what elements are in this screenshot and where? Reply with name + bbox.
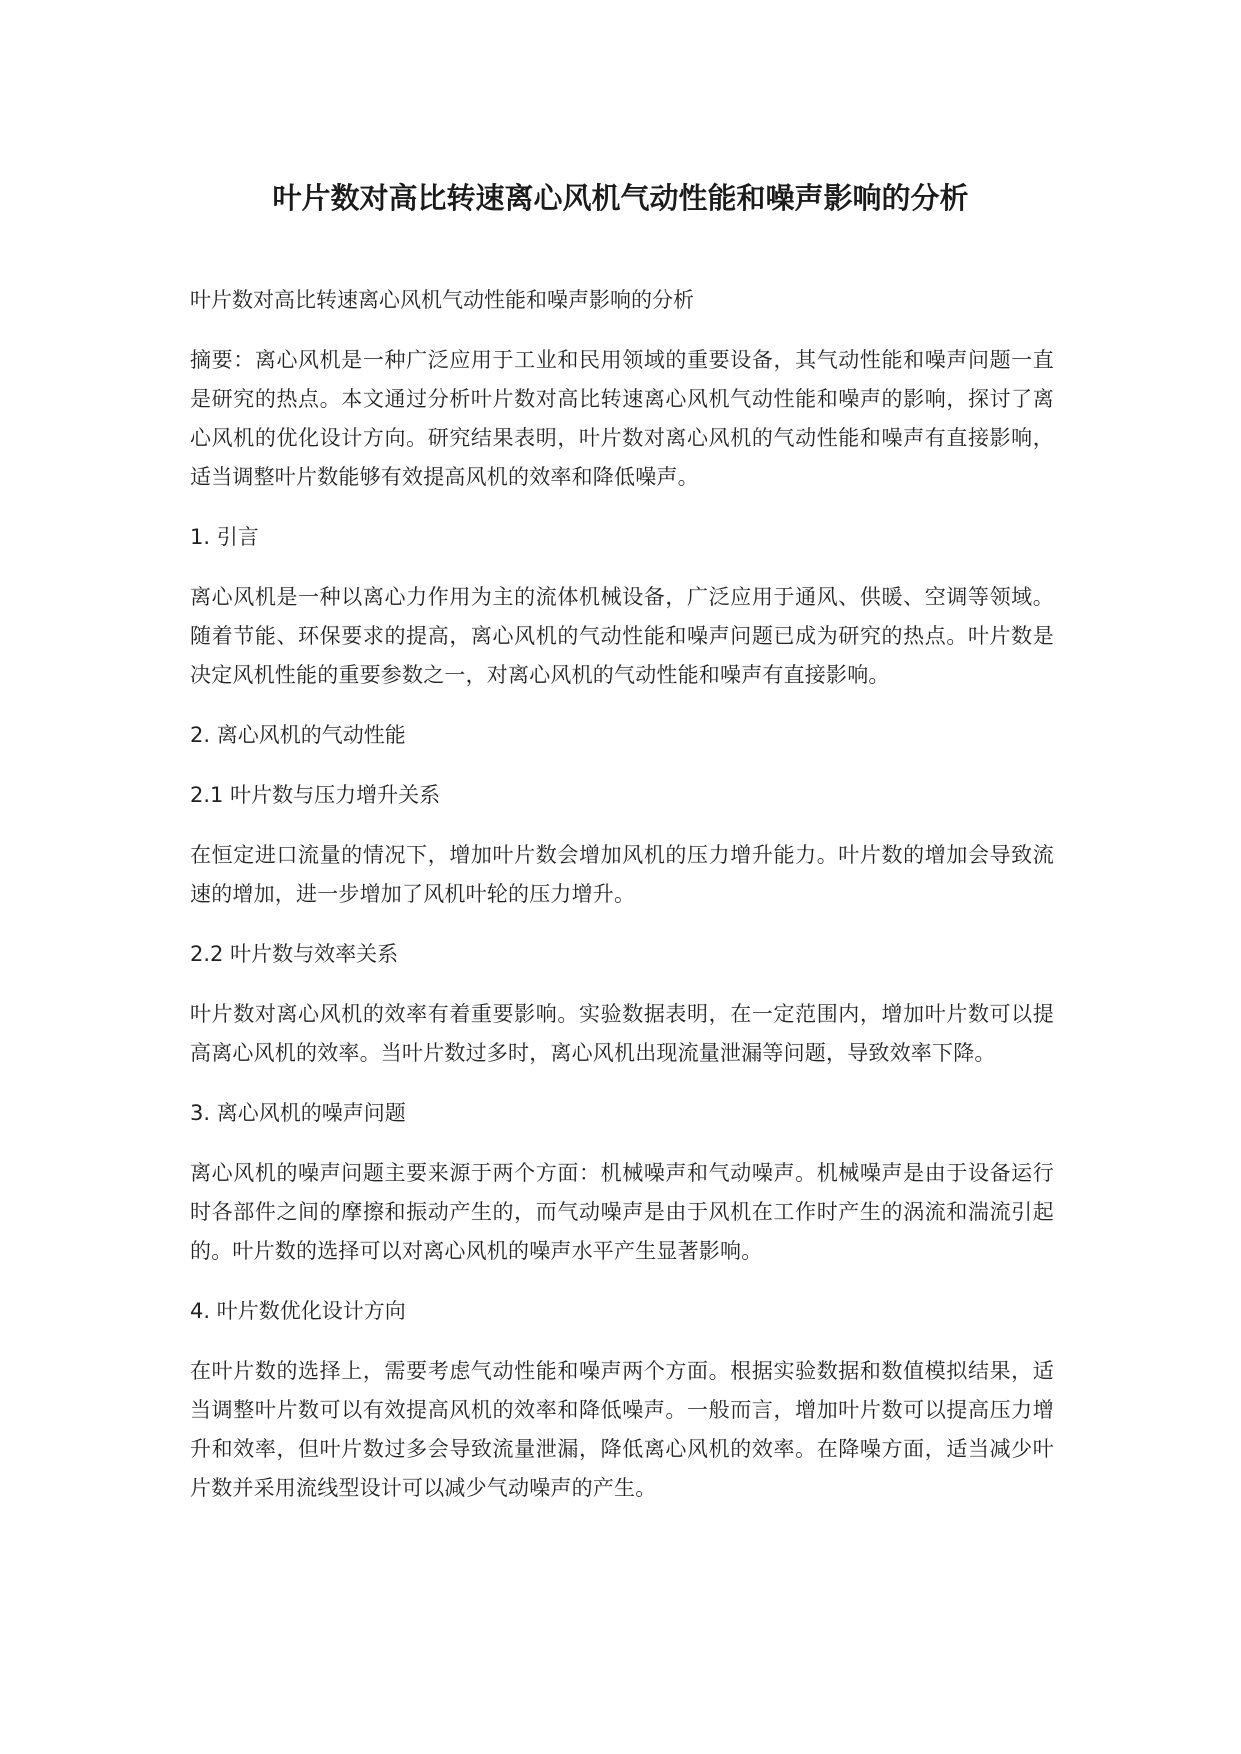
section-1-heading: 1. 引言 bbox=[190, 525, 259, 549]
section-2-2-heading: 2.2 叶片数与效率关系 bbox=[190, 942, 399, 966]
section-2-1-paragraph: 在恒定进口流量的情况下，增加叶片数会增加风机的压力增升能力。叶片数的增加会导致流速的增加，进一步增加了风机叶轮的压力增升。 bbox=[190, 843, 1054, 906]
section-4-heading: 4. 叶片数优化设计方向 bbox=[190, 1299, 406, 1323]
abstract-paragraph: 摘要：离心风机是一种广泛应用于工业和民用领域的重要设备，其气动性能和噪声问题一直是研究的热点。本文通过分析叶片数对高比转速离心风机气动性能和噪声的影响，探讨了离心风机的优化设计方向。研究结果表明，叶片数对离心风机的气动性能和噪声有直接影响，适当调整叶片数能够有效提高风机的效率和降低噪声。 bbox=[190, 348, 1054, 489]
document-subtitle: 叶片数对高比转速离心风机气动性能和噪声影响的分析 bbox=[190, 288, 694, 312]
section-2-heading: 2. 离心风机的气动性能 bbox=[190, 723, 406, 747]
section-4-paragraph: 在叶片数的选择上，需要考虑气动性能和噪声两个方面。根据实验数据和数值模拟结果，适当调整叶片数可以有效提高风机的效率和降低噪声。一般而言，增加叶片数可以提高压力增升和效率，但叶片数过多会导致流量泄漏，降低离心风机的效率。在降噪方面，适当减少叶片数并采用流线型设计可以减少气动噪声的产生。 bbox=[190, 1359, 1054, 1500]
document-body bbox=[190, 281, 1054, 1529]
section-1-paragraph: 离心风机是一种以离心力作用为主的流体机械设备，广泛应用于通风、供暖、空调等领域。随着节能、环保要求的提高，离心风机的气动性能和噪声问题已成为研究的热点。叶片数是决定风机性能的重要参数之一，对离心风机的气动性能和噪声有直接影响。 bbox=[190, 585, 1054, 687]
section-2-2-paragraph: 叶片数对离心风机的效率有着重要影响。实验数据表明，在一定范围内，增加叶片数可以提高离心风机的效率。当叶片数过多时，离心风机出现流量泄漏等问题，导致效率下降。 bbox=[190, 1002, 1054, 1065]
section-2-1-heading: 2.1 叶片数与压力增升关系 bbox=[190, 783, 441, 807]
section-3-paragraph: 离心风机的噪声问题主要来源于两个方面：机械噪声和气动噪声。机械噪声是由于设备运行时各部件之间的摩擦和振动产生的，而气动噪声是由于风机在工作时产生的涡流和湍流引起的。叶片数的选择可以对离心风机的噪声水平产生显著影响。 bbox=[190, 1161, 1054, 1263]
section-3-heading: 3. 离心风机的噪声问题 bbox=[190, 1101, 406, 1125]
document-title: 叶片数对高比转速离心风机气动性能和噪声影响的分析 bbox=[272, 181, 969, 215]
